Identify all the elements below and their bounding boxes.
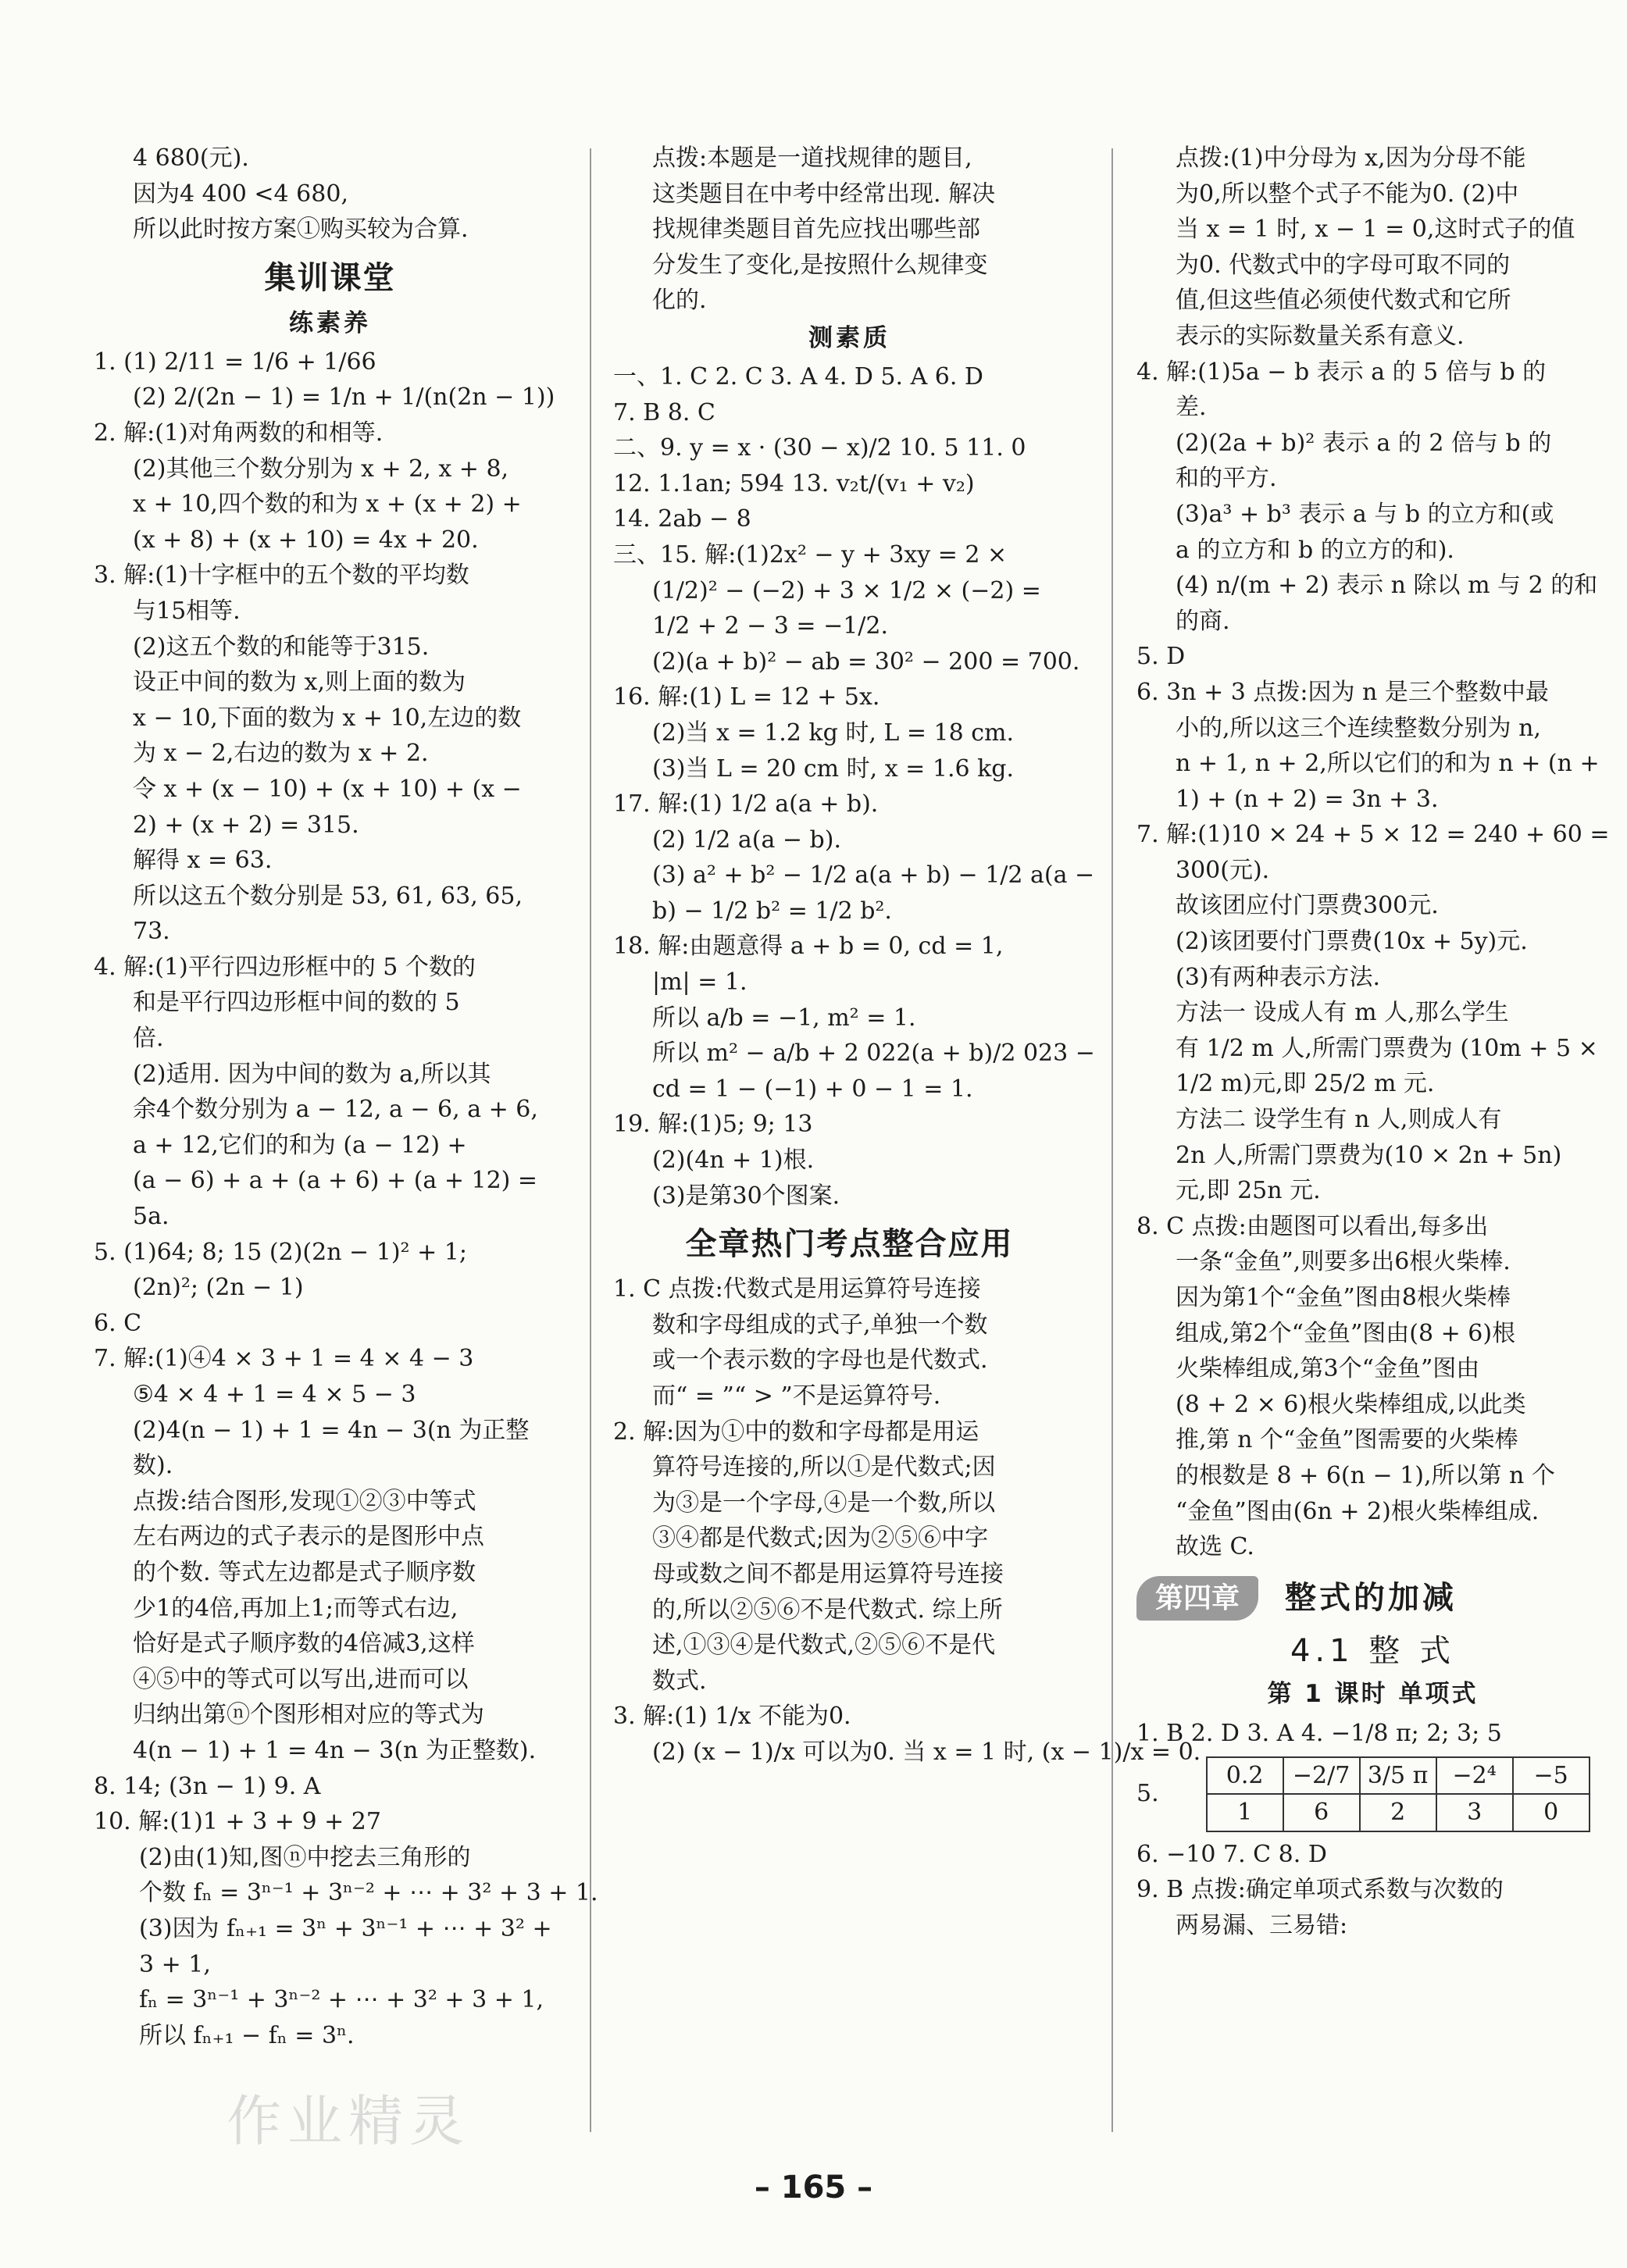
answer-line: 推,第 n 个“金鱼”图需要的火柴棒 (1176, 1426, 1518, 1454)
section-heading: 全章热门考点整合应用 (685, 1226, 1014, 1263)
answer-line: 3. 解:(1) 1/x 不能为0. (613, 1703, 851, 1731)
answer-line: 倍. (133, 1025, 164, 1053)
answer-line: 设正中间的数为 x,则上面的数为 (133, 669, 466, 697)
answer-column-3-tail (1136, 1837, 1609, 1944)
answer-line: 所以这五个数分别是 53, 61, 63, 65, (133, 882, 523, 910)
answer-line: 一、1. C 2. C 3. A 4. D 5. A 6. D (613, 362, 983, 390)
table-row (1207, 1794, 1590, 1831)
answer-line: 9. B 点拨:确定单项式系数与次数的 (1136, 1876, 1504, 1904)
answer-line: 3. 解:(1)十字框中的五个数的平均数 (94, 562, 469, 590)
answer-line: 余4个数分别为 a − 12, a − 6, a + 6, (133, 1096, 538, 1124)
answer-line: 1/2 + 2 − 3 = −1/2. (652, 612, 889, 640)
answer-line: 化的. (652, 287, 707, 315)
answer-line: 的个数. 等式左边都是式子顺序数 (133, 1558, 476, 1586)
answer-line: 而“ = ”“ > ”不是运算符号. (652, 1382, 941, 1410)
answer-line: 1) + (n + 2) = 3n + 3. (1176, 785, 1439, 813)
answer-line: 左右两边的式子表示的是图形中点 (133, 1523, 484, 1551)
answer-line: 数). (133, 1452, 173, 1480)
answer-line: 和是平行四边形框中间的数的 5 (133, 989, 460, 1017)
answer-line: 解得 x = 63. (133, 847, 273, 875)
answer-line: 7. 解:(1)④4 × 3 + 1 = 4 × 4 − 3 (94, 1345, 474, 1373)
answer-line: (2)4(n − 1) + 1 = 4n − 3(n 为正整 (133, 1416, 530, 1444)
answer-line: (2)当 x = 1.2 kg 时, L = 18 cm. (652, 719, 1015, 747)
answer-line: 2n 人,所需门票费为(10 × 2n + 5n) (1176, 1141, 1562, 1169)
answer-line: 4(n − 1) + 1 = 4n − 3(n 为正整数). (133, 1736, 537, 1764)
answer-line: 点拨:结合图形,发现①②③中等式 (133, 1487, 476, 1515)
answer-line: (2)该团要付门票费(10x + 5y)元. (1176, 928, 1528, 956)
answer-line: 4. 解:(1)平行四边形框中的 5 个数的 (94, 953, 476, 981)
answer-line: 个数 fₙ = 3ⁿ⁻¹ + 3ⁿ⁻² + ⋯ + 3² + 3 + 1. (139, 1879, 598, 1907)
answer-line: (3)当 L = 20 cm 时, x = 1.6 kg. (652, 754, 1015, 783)
answer-line: cd = 1 − (−1) + 0 − 1 = 1. (652, 1075, 973, 1103)
answer-line: 归纳出第ⓝ个图形相对应的等式为 (133, 1701, 484, 1729)
answer-line: (2) (x − 1)/x 可以为0. 当 x = 1 时, (x − 1)/x = 0. (652, 1738, 1201, 1766)
answer-line: 有 1/2 m 人,所需门票费为 (10m + 5 × (1176, 1034, 1598, 1062)
answer-line: (2) 1/2 a(a − b). (652, 826, 841, 854)
table-row (1207, 1757, 1590, 1795)
answer-line: 的,所以②⑤⑥不是代数式. 综上所 (652, 1596, 1003, 1624)
table-cell: −2/7 (1283, 1757, 1360, 1795)
answer-line: a 的立方和 b 的立方的和). (1176, 536, 1454, 564)
answer-line: x + 10,四个数的和为 x + (x + 2) + (133, 490, 522, 519)
answer-line: (2)(2a + b)² 表示 a 的 2 倍与 b 的 (1176, 429, 1552, 457)
answer-line: 找规律类题目首先应找出哪些部 (652, 216, 980, 244)
chapter-heading (1136, 1576, 1609, 1621)
answer-line: 8. C 点拨:由题图可以看出,每多出 (1136, 1212, 1489, 1240)
answer-line: 5. D (1136, 643, 1186, 671)
answer-line: 为③是一个字母,④是一个数,所以 (652, 1489, 996, 1517)
answer-line: 4. 解:(1)5a − b 表示 a 的 5 倍与 b 的 (1136, 358, 1547, 386)
answer-line: 或一个表示数的字母也是代数式. (652, 1346, 988, 1375)
answer-line: 组成,第2个“金鱼”图由(8 + 6)根 (1176, 1319, 1516, 1347)
answer-line: 17. 解:(1) 1/2 a(a + b). (613, 790, 879, 818)
answer-line: 二、9. y = x · (30 − x)/2 10. 5 11. 0 (613, 434, 1026, 462)
answer-line: 数式. (652, 1667, 707, 1695)
answer-line: 故该团应付门票费300元. (1176, 892, 1439, 920)
answer-line: a + 12,它们的和为 (a − 12) + (133, 1131, 467, 1159)
answer-line: 7. B 8. C (613, 398, 715, 426)
answer-line: (1/2)² − (−2) + 3 × 1/2 × (−2) = (652, 576, 1041, 604)
answer-line: 小的,所以这三个连续整数分别为 n, (1176, 714, 1541, 742)
table-cell: 0 (1513, 1794, 1590, 1831)
answer-line: 为0. 代数式中的字母可取不同的 (1176, 251, 1511, 279)
answer-line: 分发生了变化,是按照什么规律变 (652, 251, 988, 279)
answer-line: 的根数是 8 + 6(n − 1),所以第 n 个 (1176, 1461, 1555, 1489)
section-heading: 集训课堂 (264, 259, 396, 296)
answer-line: 16. 解:(1) L = 12 + 5x. (613, 683, 880, 711)
answer-line: 母或数之间不都是用运算符号连接 (652, 1560, 1004, 1588)
answer-line: 6. 3n + 3 点拨:因为 n 是三个整数中最 (1136, 678, 1549, 706)
chapter-title: 整式的加减 (1285, 1579, 1458, 1616)
answer-line: 所以 a/b = −1, m² = 1. (652, 1004, 916, 1032)
page-number: – 165 – (754, 2170, 873, 2206)
answer-line: 8. 14; (3n − 1) 9. A (94, 1772, 321, 1800)
answer-line: (3)有两种表示方法. (1176, 963, 1381, 991)
answer-line: 1. (1) 2/11 = 1/6 + 1/66 (94, 348, 376, 376)
answer-line: 恰好是式子顺序数的4倍减3,这样 (133, 1630, 475, 1658)
answer-column-1 (94, 141, 598, 2053)
q5-block (1136, 1752, 1609, 1837)
table-cell: 2 (1360, 1794, 1436, 1831)
answer-line: ④⑤中的等式可以写出,进而可以 (133, 1665, 469, 1693)
subsection-title: 第 1 课时 单项式 (1267, 1680, 1479, 1709)
answer-line: 300(元). (1176, 856, 1270, 884)
answer-line: 点拨:本题是一道找规律的题目, (652, 144, 972, 172)
table-cell: 3/5 π (1360, 1757, 1436, 1795)
answer-line: b) − 1/2 b² = 1/2 b². (652, 897, 892, 925)
answer-line: (2n)²; (2n − 1) (133, 1274, 304, 1302)
answer-line: 12. 1.1an; 594 13. v₂t/(v₁ + v₂) (613, 469, 975, 497)
column-divider (1111, 148, 1113, 2132)
answer-line: “金鱼”图由(6n + 2)根火柴棒组成. (1176, 1497, 1540, 1525)
q5-answer-table (1206, 1756, 1590, 1832)
answer-line: (3)a³ + b³ 表示 a 与 b 的立方和(或 (1176, 500, 1554, 528)
answer-line: 4 680(元). (133, 144, 249, 172)
answer-line: 述,①③④是代数式,②⑤⑥不是代 (652, 1631, 996, 1660)
answer-line: 为0,所以整个式子不能为0. (2)中 (1176, 180, 1519, 208)
answer-line: 所以此时按方案①购买较为合算. (133, 216, 469, 244)
answer-line: 7. 解:(1)10 × 24 + 5 × 12 = 240 + 60 = (1136, 821, 1610, 849)
table-cell: −5 (1513, 1757, 1590, 1795)
answer-line: (2)(4n + 1)根. (652, 1146, 815, 1175)
answer-line: (2)(a + b)² − ab = 30² − 200 = 700. (652, 647, 1080, 676)
q5-label: 5. (1136, 1780, 1159, 1808)
column-divider (590, 148, 591, 2132)
chapter-tag: 第四章 (1136, 1576, 1258, 1621)
watermark-decoration: 作业精灵 (227, 2089, 470, 2153)
answer-line: (2)适用. 因为中间的数为 a,所以其 (133, 1060, 491, 1088)
answer-line: 14. 2ab − 8 (613, 505, 751, 533)
answer-line: 值,但这些值必须使代数式和它所 (1176, 287, 1511, 315)
answer-line: 方法一 设成人有 m 人,那么学生 (1176, 999, 1509, 1027)
answer-line: (2)其他三个数分别为 x + 2, x + 8, (133, 455, 509, 483)
answer-line: 方法二 设学生有 n 人,则成人有 (1176, 1106, 1502, 1134)
answer-column-3-main (1136, 141, 1609, 1565)
answer-line: (a − 6) + a + (a + 6) + (a + 12) = (133, 1167, 538, 1195)
answer-line: (8 + 2 × 6)根火柴棒组成,以此类 (1176, 1390, 1526, 1418)
answer-line: 2. 解:因为①中的数和字母都是用运 (613, 1418, 979, 1446)
answer-line: 1/2 m)元,即 25/2 m 元. (1176, 1070, 1435, 1098)
answer-line: (3)因为 fₙ₊₁ = 3ⁿ + 3ⁿ⁻¹ + ⋯ + 3² + (139, 1914, 552, 1942)
answer-line: 5. (1)64; 8; 15 (2)(2n − 1)² + 1; (94, 1238, 467, 1266)
table-cell: 0.2 (1207, 1757, 1283, 1795)
answer-line: 所以 fₙ₊₁ − fₙ = 3ⁿ. (139, 2021, 355, 2049)
answer-line: 73. (133, 918, 170, 946)
table-cell: −2⁴ (1436, 1757, 1513, 1795)
answer-line: 元,即 25n 元. (1176, 1177, 1321, 1205)
answer-line: 少1的4倍,再加上1;而等式右边, (133, 1594, 458, 1622)
answer-line: (3)是第30个图案. (652, 1182, 840, 1210)
answer-line: (2) 2/(2n − 1) = 1/n + 1/(n(2n − 1)) (133, 383, 555, 412)
answer-line: x − 10,下面的数为 x + 10,左边的数 (133, 704, 522, 732)
answer-line: 和的平方. (1176, 465, 1277, 493)
answer-line: (2)这五个数的和能等于315. (133, 633, 430, 661)
answer-line: n + 1, n + 2,所以它们的和为 n + (n + (1176, 750, 1600, 778)
subsection-heading: 练素养 (289, 308, 371, 337)
answer-line: 点拨:(1)中分母为 x,因为分母不能 (1176, 144, 1526, 172)
answer-line: fₙ = 3ⁿ⁻¹ + 3ⁿ⁻² + ⋯ + 3² + 3 + 1, (139, 1986, 544, 2014)
answer-line: 数和字母组成的式子,单独一个数 (652, 1311, 988, 1339)
answer-line: ③④都是代数式;因为②⑤⑥中字 (652, 1524, 989, 1553)
answer-line: 10. 解:(1)1 + 3 + 9 + 27 (94, 1808, 381, 1836)
answer-line: 当 x = 1 时, x − 1 = 0,这时式子的值 (1176, 216, 1575, 244)
answer-line: ⑤4 × 4 + 1 = 4 × 5 − 3 (133, 1381, 416, 1408)
answer-line: 故选 C. (1176, 1533, 1254, 1561)
section-title: 4.1 整 式 (1290, 1633, 1456, 1670)
answer-line: 1. B 2. D 3. A 4. −1/8 π; 2; 3; 5 (1136, 1719, 1502, 1747)
answer-line: 表示的实际数量关系有意义. (1176, 322, 1465, 350)
answer-line: 因为4 400 <4 680, (133, 180, 348, 208)
answer-line: 的商. (1176, 607, 1230, 635)
answer-line: 因为第1个“金鱼”图由8根火柴棒 (1176, 1284, 1511, 1311)
answer-line: 6. C (94, 1309, 142, 1337)
answer-line: 为 x − 2,右边的数为 x + 2. (133, 740, 429, 768)
answer-line: (3) a² + b² − 1/2 a(a + b) − 1/2 a(a − (652, 861, 1095, 890)
subsection-heading: 测素质 (808, 323, 890, 352)
answer-line: 三、15. 解:(1)2x² − y + 3xy = 2 × (613, 540, 1008, 569)
answer-line: 3 + 1, (139, 1950, 211, 1978)
answer-line: |m| = 1. (652, 968, 747, 997)
answer-line: 6. −10 7. C 8. D (1136, 1840, 1327, 1868)
answer-line: 5a. (133, 1203, 169, 1231)
answer-line: (2)由(1)知,图ⓝ中挖去三角形的 (139, 1843, 471, 1871)
answer-line: 火柴棒组成,第3个“金鱼”图由 (1176, 1355, 1480, 1383)
answer-line: (x + 8) + (x + 10) = 4x + 20. (133, 526, 479, 554)
answer-line: 差. (1176, 394, 1207, 422)
answer-line: 2) + (x + 2) = 315. (133, 811, 359, 839)
table-cell: 3 (1436, 1794, 1513, 1831)
answer-line: 19. 解:(1)5; 9; 13 (613, 1111, 813, 1139)
answer-line: 这类题目在中考中经常出现. 解决 (652, 180, 996, 208)
answer-line: 18. 解:由题意得 a + b = 0, cd = 1, (613, 933, 1004, 961)
answer-line: 两易漏、三易错: (1176, 1911, 1348, 1939)
answer-line: 令 x + (x − 10) + (x + 10) + (x − (133, 775, 522, 803)
table-cell: 1 (1207, 1794, 1283, 1831)
answer-line: 1. C 点拨:代数式是用运算符号连接 (613, 1275, 981, 1303)
answer-line: (4) n/(m + 2) 表示 n 除以 m 与 2 的和 (1176, 572, 1598, 600)
answer-column-3 (1136, 141, 1609, 1944)
answer-line: 2. 解:(1)对角两数的和相等. (94, 419, 384, 447)
answer-line: 算符号连接的,所以①是代数式;因 (652, 1453, 996, 1482)
table-cell: 6 (1283, 1794, 1360, 1831)
answer-line: 所以 m² − a/b + 2 022(a + b)/2 023 − (652, 1040, 1095, 1068)
answer-line: 一条“金鱼”,则要多出6根火柴棒. (1176, 1248, 1511, 1276)
answer-line: 与15相等. (133, 597, 241, 625)
